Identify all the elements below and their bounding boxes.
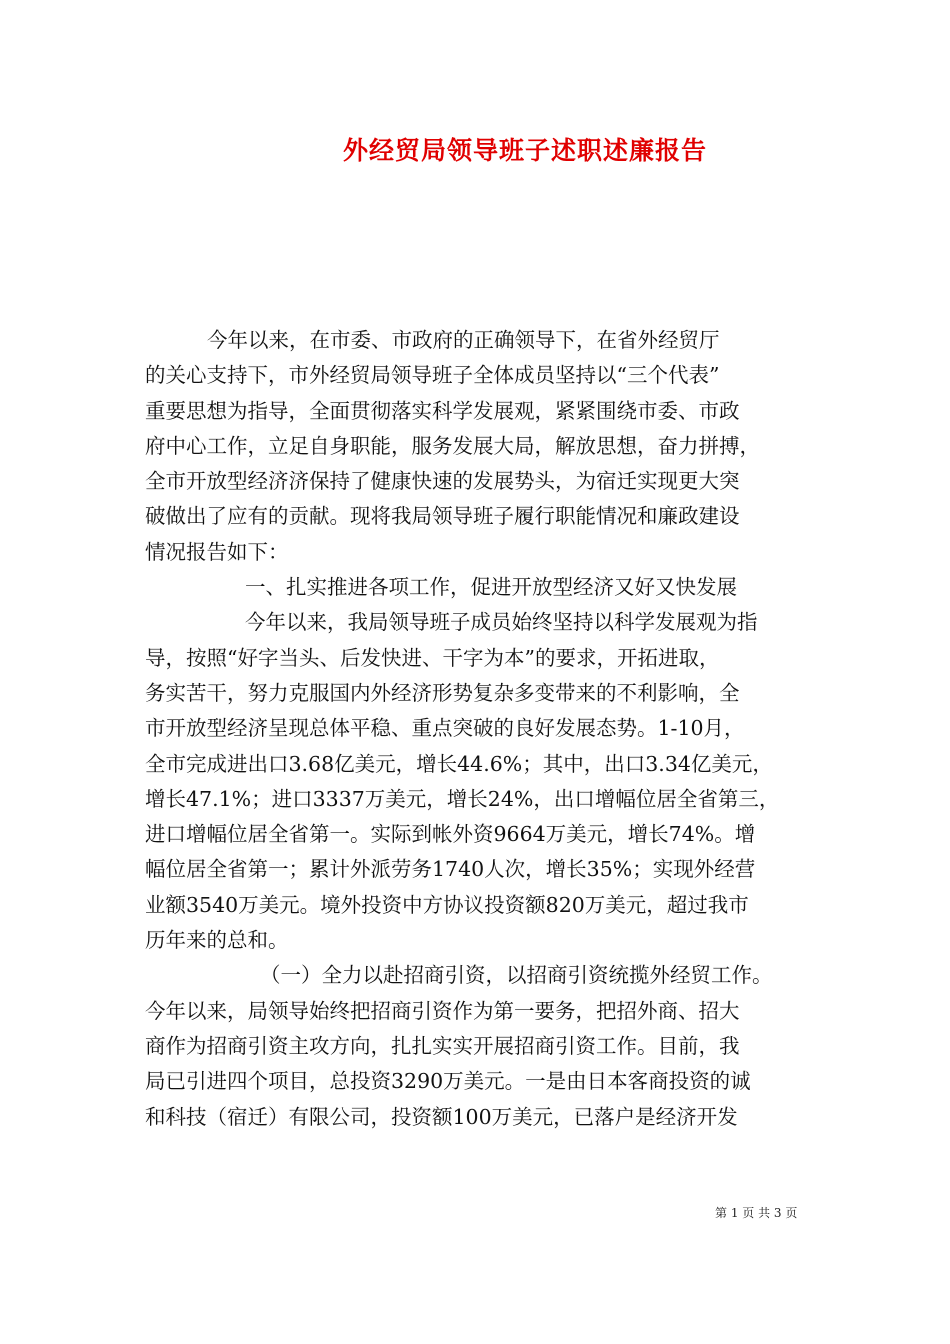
subsection-heading: （一）全力以赴招商引资，以招商引资统揽外经贸工作。	[260, 963, 773, 988]
paragraph-line: 重要思想为指导，全面贯彻落实科学发展观，紧紧围绕市委、市政	[145, 398, 740, 423]
page-footer: 第 1 页 共 3 页	[715, 1206, 798, 1220]
paragraph-line: 业额3540万美元。境外投资中方协议投资额820万美元，超过我市	[145, 892, 749, 917]
paragraph-line: 今年以来，局领导始终把招商引资作为第一要务，把招外商、招大	[145, 998, 740, 1023]
paragraph-line: 幅位居全省第一；累计外派劳务1740人次，增长35%；实现外经营	[145, 857, 756, 882]
paragraph-line: 今年以来，我局领导班子成员始终坚持以科学发展观为指	[245, 610, 758, 635]
paragraph-line: 局已引进四个项目，总投资3290万美元。一是由日本客商投资的诚	[145, 1069, 751, 1094]
paragraph-line: 增长47.1%；进口3337万美元，增长24%，出口增幅位居全省第三，	[145, 786, 780, 811]
paragraph-line: 破做出了应有的贡献。现将我局领导班子履行职能情况和廉政建设	[145, 504, 740, 529]
paragraph-line: 今年以来，在市委、市政府的正确领导下，在省外经贸厅	[207, 328, 720, 352]
paragraph-line: 全市完成进出口3.68亿美元，增长44.6%；其中，出口3.34亿美元，	[145, 751, 773, 776]
paragraph-line: 商作为招商引资主攻方向，扎扎实实开展招商引资工作。目前，我	[145, 1033, 740, 1058]
paragraph-line: 进口增幅位居全省第一。实际到帐外资9664万美元，增长74%。增	[145, 822, 756, 847]
paragraph-line: 府中心工作，立足自身职能，服务发展大局，解放思想，奋力拼搏，	[145, 433, 760, 458]
paragraph-line: 全市开放型经济济保持了健康快速的发展势头，为宿迁实现更大突	[145, 469, 740, 494]
paragraph-line: 导，按照“好字当头、后发快进、干字为本”的要求，开拓进取，	[145, 645, 720, 670]
paragraph-line: 情况报告如下：	[145, 539, 289, 564]
document-title: 外经贸局领导班子述职述廉报告	[342, 136, 707, 165]
paragraph-line: 和科技（宿迁）有限公司，投资额100万美元，已落户是经济开发	[145, 1104, 738, 1129]
document-body	[145, 323, 807, 1135]
paragraph-line: 市开放型经济呈现总体平稳、重点突破的良好发展态势。1-10月，	[145, 716, 745, 741]
section-heading: 一、扎实推进各项工作，促进开放型经济又好又快发展	[245, 575, 737, 600]
paragraph-line: 的关心支持下，市外经贸局领导班子全体成员坚持以“三个代表”	[145, 363, 720, 388]
paragraph-line: 务实苦干，努力克服国内外经济形势复杂多变带来的不利影响，全	[145, 680, 740, 705]
paragraph-line: 历年来的总和。	[145, 928, 289, 953]
